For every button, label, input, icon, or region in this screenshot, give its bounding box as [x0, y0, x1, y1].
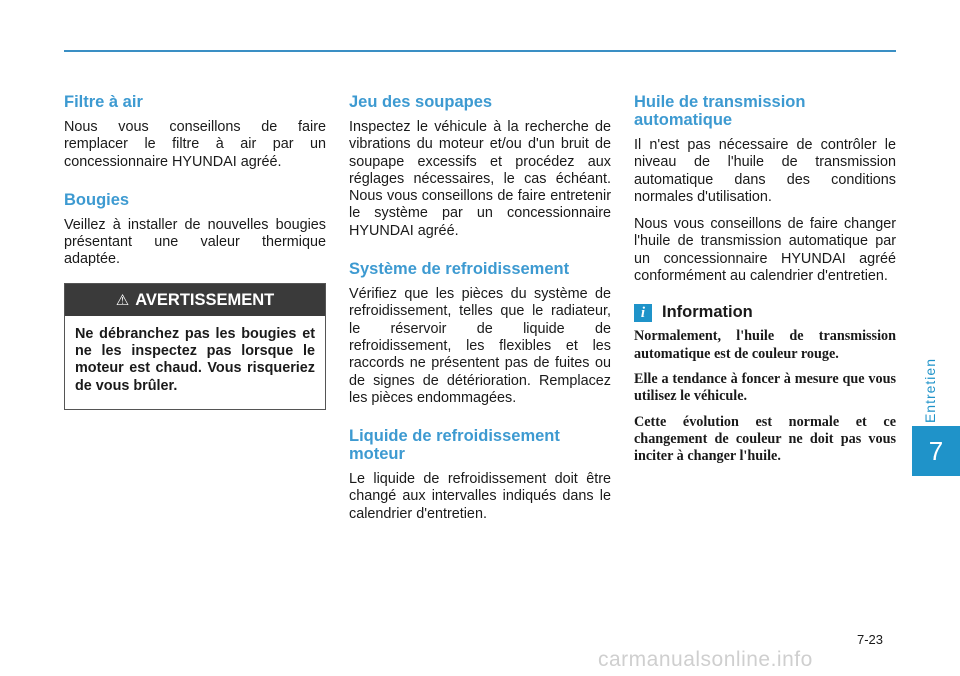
page-number: 7-23 [857, 632, 884, 647]
watermark: carmanualsonline.info [598, 648, 813, 671]
heading-systeme-refroidissement: Système de refroidissement [349, 260, 570, 279]
column-left [64, 93, 326, 410]
text-huile-transmission-1: Il n'est pas nécessaire de contrôler le niveau de l'huile de transmission automatique dans des conditions normales d'utilisation. [634, 137, 896, 205]
top-rule [64, 50, 896, 52]
warning-header [65, 284, 325, 316]
warning-triangle-icon: ⚠ [115, 291, 130, 309]
text-filtre-a-air: Nous vous conseillons de faire remplacer le filtre à air par un concessionnaire HYUNDAI agréé. [64, 119, 326, 170]
heading-jeu-des-soupapes: Jeu des soupapes [349, 93, 493, 111]
information-text-2: Elle a tendance à foncer à mesure que vous utilisez le véhicule. [634, 370, 896, 405]
information-text-3: Cette évolution est normale et ce changement de couleur ne doit pas vous inciter à changer l'huile. [634, 413, 896, 465]
text-bougies: Veillez à installer de nouvelles bougies présentant une valeur thermique adaptée. [64, 216, 326, 268]
information-icon: i [634, 304, 652, 322]
warning-box [64, 283, 326, 410]
information-title: Information [662, 303, 753, 322]
heading-filtre-a-air: Filtre à air [64, 93, 143, 111]
column-middle [349, 93, 611, 533]
information-header [634, 303, 896, 322]
heading-bougies: Bougies [64, 190, 130, 209]
heading-huile-transmission: Huile de transmission automatique [634, 93, 806, 129]
text-liquide-refroidissement: Le liquide de refroidissement doit être changé aux intervalles indiqués dans le calendrier d'entretien. [349, 471, 611, 522]
information-text-1: Normalement, l'huile de transmission automatique est de couleur rouge. [634, 328, 896, 362]
text-huile-transmission-2: Nous vous conseillons de faire changer l'huile de transmission automatique par un concessionnaire HYUNDAI agréé conformément au calendrier d'entretien. [634, 216, 896, 285]
text-systeme-refroidissement: Vérifiez que les pièces du système de refroidissement, telles que le radiateur, le réservoir de liquide de refroidissement, les flexibles et les raccords ne présentent pas de fuites ou de signes de détérioration. Remplacez les pièces endommagées. [349, 286, 611, 406]
heading-liquide-refroidissement: Liquide de refroidissement moteur [349, 427, 560, 464]
section-side-label: Entretien [922, 358, 938, 424]
chapter-tab: 7 [912, 426, 960, 476]
text-jeu-des-soupapes: Inspectez le véhicule à la recherche de vibrations du moteur et/ou d'un bruit de soupape excessifs et procédez aux réglages nécessaires, le cas échéant. Nous vous conseillons de faire entretenir le système par un concessionnaire HYUNDAI agréé. [349, 119, 611, 239]
warning-title: AVERTISSEMENT [135, 290, 275, 309]
warning-text: Ne débranchez pas les bougies et ne les inspectez pas lorsque le moteur est chaud. Vous risqueriez de vous brûler. [75, 325, 315, 394]
column-right [634, 93, 896, 473]
